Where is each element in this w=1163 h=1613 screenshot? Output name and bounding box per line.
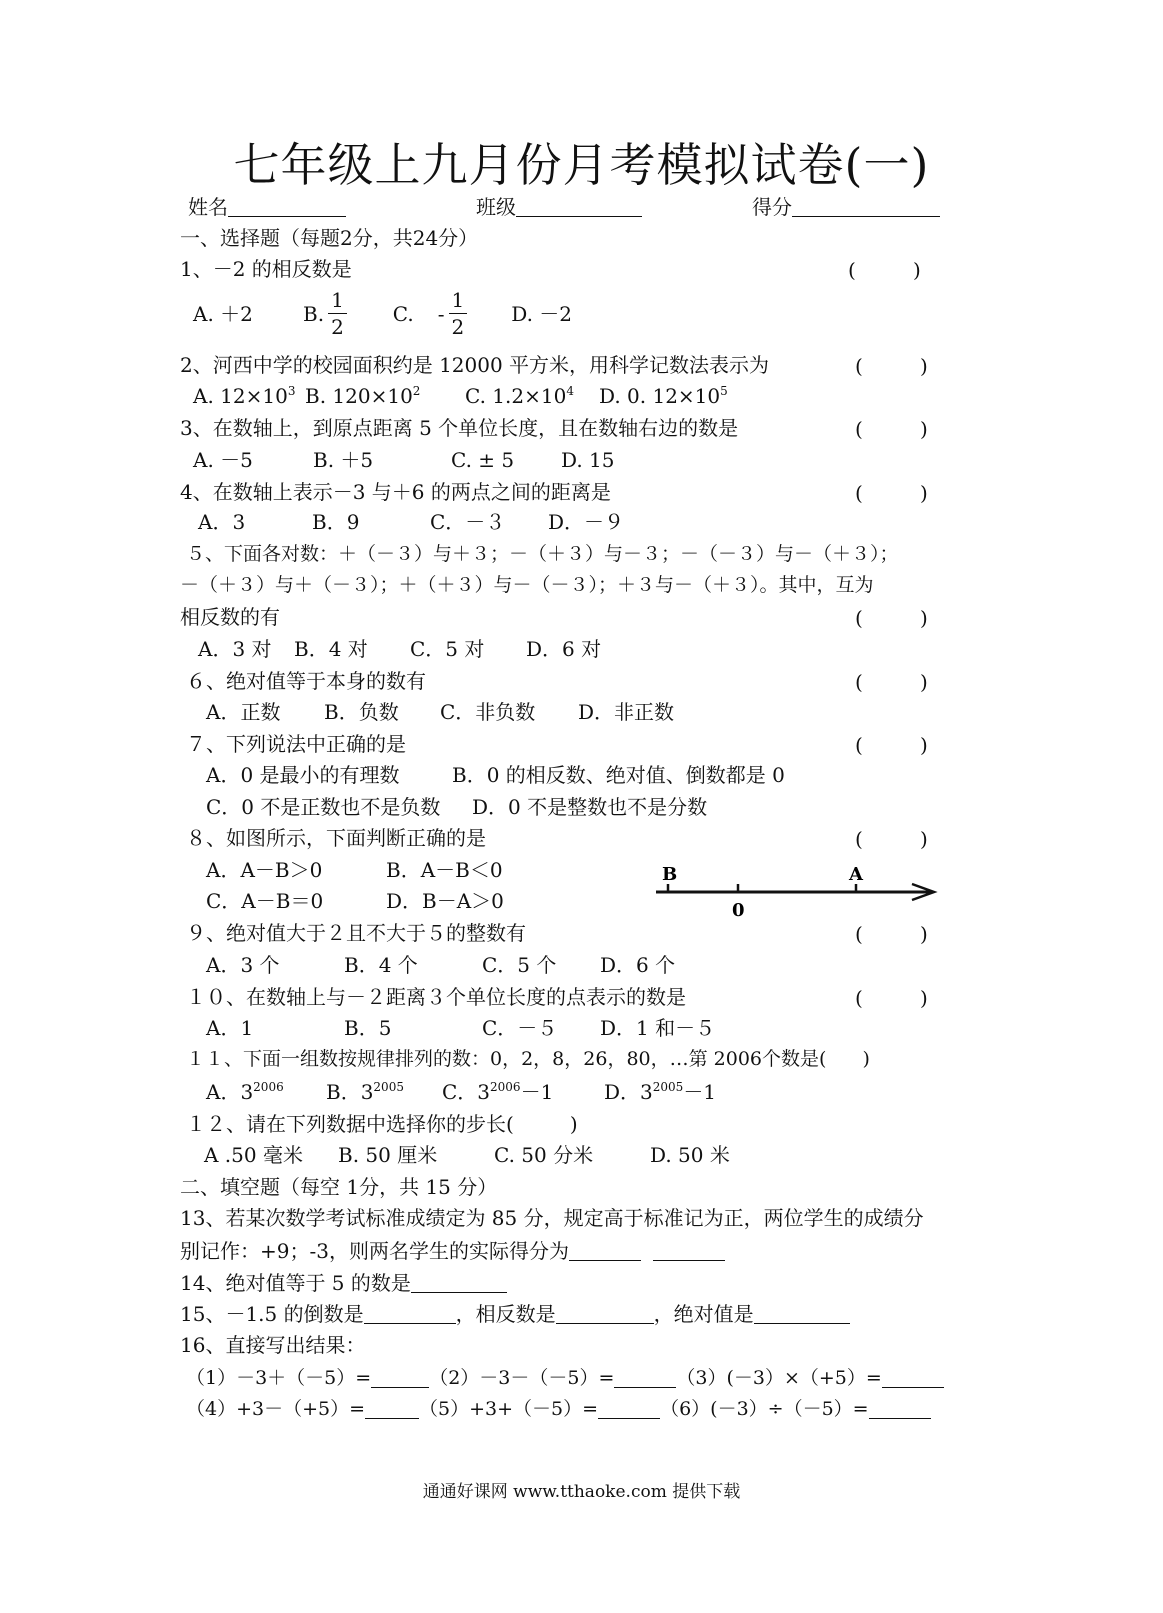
q12-option-a: A .50 毫米 [204,1143,303,1167]
q12-option-b: B. 50 厘米 [338,1143,438,1167]
q5-option-d: D．6 对 [526,637,602,661]
q16-blank-1[interactable] [371,1367,429,1388]
fraction-denominator: 2 [328,313,347,337]
q15-mid: ，相反数是 [455,1302,556,1326]
number-line-figure [650,858,950,928]
q9-option-b: B．4 个 [344,953,418,977]
q16-blank-2[interactable] [614,1367,676,1388]
q7-option-b: B．0 的相反数、绝对值、倒数都是 0 [452,763,785,787]
q11-option-a: A．$3^{2006}$ [206,1080,284,1104]
name-blank[interactable] [228,196,346,217]
q6-options [206,702,674,722]
q16-blank-6[interactable] [869,1398,931,1419]
q4-options [198,512,624,532]
q12-stem-close: ) [569,1112,578,1136]
q16-blank-3[interactable] [882,1367,944,1388]
q2-option-a: A. $12\times 10^3$ [193,384,296,408]
q5-line-1: ５、下面各对数：＋（－３）与＋３；－（＋３）与－３；－（－３）与－（＋３）； [186,543,899,565]
label-zero: 0 [732,900,745,921]
q11-options [206,1082,716,1102]
q1-answer-paren[interactable]: ( ) [848,258,921,282]
q16-part-3: （3）(－3）×（+5）= [676,1367,882,1389]
q4-option-d: D．－９ [548,510,625,534]
q4-answer-paren[interactable]: ( ) [855,481,928,505]
name-label: 姓名 [188,195,228,219]
q6-option-a: A．正数 [206,700,281,724]
section-fill-heading: 二、填空题（每空 1分，共 15 分） [180,1175,498,1199]
q12-stem [186,1114,578,1134]
q5-option-a: A．3 对 [198,637,272,661]
q1-option-c-fraction [449,290,468,337]
q3-option-c: C. ± 5 [451,448,515,472]
q1-options [193,290,572,337]
q1-option-a: A. ＋2 [193,301,253,326]
section-choice-heading: 一、选择题（每题2分，共24分） [180,226,479,250]
q16-blank-5[interactable] [598,1398,660,1419]
score-label: 得分 [752,195,792,219]
q16-blank-4[interactable] [365,1398,419,1419]
q11-stem-text: １１、下面一组数按规律排列的数：0，2，8，26，80，…第 2006个数是( [186,1048,827,1070]
q12-option-d: D. 50 米 [650,1143,730,1167]
q5-line-2: －（＋３）与＋（－３）；＋（＋３）与－（－３）；＋３与－（＋３）。其中，互为 [180,574,874,596]
q5-options [198,639,601,659]
label-b: B [662,864,678,885]
class-field [476,196,642,217]
q10-option-d: D．1 和－５ [600,1016,716,1040]
q15-blank-3[interactable] [754,1303,850,1324]
q3-stem: 3、在数轴上，到原点距离 5 个单位长度，且在数轴右边的数是 [180,416,739,440]
q15 [180,1303,850,1324]
q16-part-1: （1）－3＋（－5）= [186,1367,372,1389]
q9-answer-paren[interactable]: ( ) [855,922,928,946]
q7-options-row-2 [206,797,707,817]
q3-option-b: B. ＋5 [313,448,374,472]
q2-option-c: C. $1.2\times 10^4$ [465,384,574,408]
q16-part-4: （4）+3－（+5）= [186,1398,366,1420]
q13-line-1: 13、若某次数学考试标准成绩定为 85 分，规定高于标准记为正，两位学生的成绩分 [180,1206,924,1230]
q7-option-c: C．0 不是正数也不是负数 [206,795,441,819]
q7-stem: ７、下列说法中正确的是 [186,732,406,756]
fraction-denominator: 2 [449,313,468,337]
label-a: A [849,864,863,885]
class-label: 班级 [476,195,516,219]
q6-option-b: B．负数 [324,700,399,724]
score-field [752,196,940,217]
q1-option-c-sign: - [437,301,445,326]
q16-row-1 [186,1367,944,1388]
q16-part-2: （2）－3－（－5）= [429,1367,615,1389]
q11-stem-close: ) [862,1048,870,1070]
q2-options [193,386,728,406]
q2-stem: 2、河西中学的校园面积约是 12000 平方米，用科学记数法表示为 [180,353,770,377]
q5-line-3: 相反数的有 [180,605,280,629]
q9-stem: ９、绝对值大于２且不大于５的整数有 [186,921,526,945]
q15-blank-1[interactable] [364,1303,456,1324]
fraction-numerator: 1 [331,288,344,312]
q15-stem: 15、－1.5 的倒数是 [180,1302,364,1326]
q3-option-d: D. 15 [561,448,615,472]
name-field [188,196,346,217]
q1-option-b: B. [303,301,325,326]
footer-credit: 通通好课网 www.tthaoke.com 提供下载 [422,1482,741,1502]
q10-stem: １０、在数轴上与－２距离３个单位长度的点表示的数是 [186,985,686,1009]
q5-answer-paren[interactable]: ( ) [855,606,928,630]
q9-option-a: A．3 个 [206,953,280,977]
q7-option-a: A．0 是最小的有理数 [206,763,400,787]
q14-stem: 14、绝对值等于 5 的数是 [180,1271,411,1295]
class-blank[interactable] [516,196,642,217]
q4-option-b: B．9 [312,510,360,534]
q2-option-d: D. 0. $12\times 10^5$ [599,384,728,408]
q8-stem: ８、如图所示，下面判断正确的是 [186,826,486,850]
q8-option-b: B．A－B＜0 [386,858,503,882]
q4-option-c: C．－３ [430,510,506,534]
q8-option-d: D．B－A＞0 [386,889,504,913]
q2-option-b: B. $120\times 10^2$ [305,384,421,408]
q9-option-d: D．6 个 [600,953,676,977]
q3-answer-paren[interactable]: ( ) [855,417,928,441]
exam-title: 七年级上九月份月考模拟试卷(一) [233,138,930,192]
score-blank[interactable] [792,196,940,217]
q9-options [206,955,675,975]
q11-stem [186,1050,870,1069]
q1-option-d: D. －2 [511,301,573,326]
q16-part-5: （5）+3+（－5）= [419,1398,599,1420]
q6-option-c: C．非负数 [440,700,536,724]
q12-options [204,1145,730,1165]
q10-options [206,1018,715,1038]
q15-blank-2[interactable] [556,1303,654,1324]
q10-option-a: A．1 [206,1016,254,1040]
q10-option-b: B．5 [344,1016,392,1040]
q12-option-c: C. 50 分米 [494,1143,594,1167]
q16-row-2 [186,1398,931,1419]
q1-option-c: C. [392,301,414,326]
q11-option-d: D．$3^{2005}-1$ [604,1080,717,1104]
q2-answer-paren[interactable]: ( ) [855,354,928,378]
q13-line-2-text: 别记作：+9；-3，则两名学生的实际得分为 [180,1239,569,1263]
q11-option-c: C．$3^{2006}-1$ [442,1080,554,1104]
q8-options-row-2 [206,891,504,911]
q10-option-c: C．－５ [482,1016,558,1040]
q13-blank-1[interactable] [569,1240,641,1261]
q7-options-row-1 [206,765,785,785]
q7-option-d: D．0 不是整数也不是分数 [472,795,708,819]
q5-option-b: B．4 对 [294,637,368,661]
q3-options [193,450,615,470]
q8-option-c: C．A－B＝0 [206,889,324,913]
q13-blank-2[interactable] [653,1240,725,1261]
q8-answer-paren[interactable]: ( ) [855,827,928,851]
q6-answer-paren[interactable]: ( ) [855,670,928,694]
q3-option-a: A. －5 [193,448,253,472]
q9-option-c: C．5 个 [482,953,557,977]
q14 [180,1272,507,1293]
q4-stem: 4、在数轴上表示－3 与＋6 的两点之间的距离是 [180,480,611,504]
q13-line-2 [180,1240,725,1261]
q4-option-a: A．3 [198,510,246,534]
q10-answer-paren[interactable]: ( ) [855,986,928,1010]
q8-options-row-1 [206,860,503,880]
q1-option-b-fraction [328,290,347,337]
q12-stem-text: １２、请在下列数据中选择你的步长( [186,1112,514,1136]
q5-option-c: C．5 对 [410,637,485,661]
q15-end: ，绝对值是 [653,1302,754,1326]
q7-answer-paren[interactable]: ( ) [855,733,928,757]
fraction-numerator: 1 [451,288,465,312]
q11-option-b: B．$3^{2005}$ [326,1080,404,1104]
q8-option-a: A．A－B＞0 [206,858,323,882]
q6-option-d: D．非正数 [578,700,675,724]
q1-stem: 1、－2 的相反数是 [180,257,352,281]
q14-blank[interactable] [411,1272,507,1293]
q6-stem: ６、绝对值等于本身的数有 [186,669,426,693]
q16-part-6: （6）(－3）÷（－5）= [660,1398,869,1420]
q16-stem: 16、直接写出结果： [180,1333,366,1357]
